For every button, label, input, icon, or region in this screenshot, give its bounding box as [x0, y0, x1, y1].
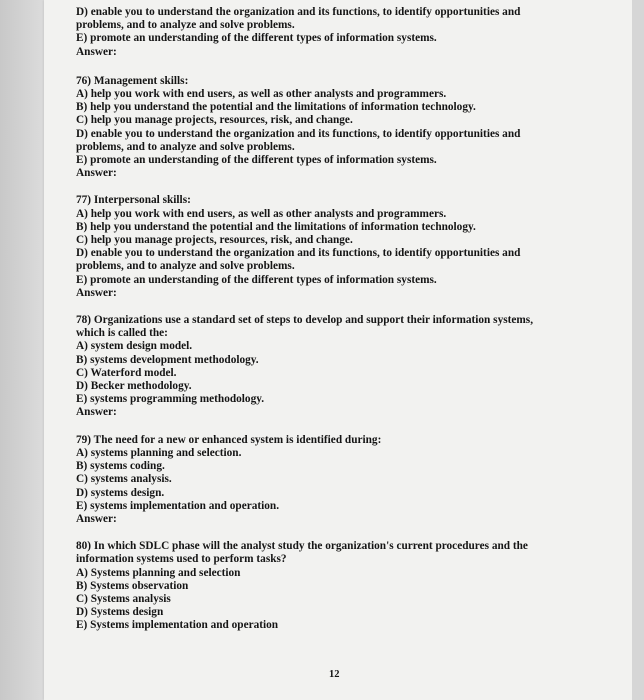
option-e: E) promote an understanding of the different types of information systems. — [76, 32, 437, 45]
option-a: A) Systems planning and selection — [76, 566, 241, 579]
question-76 — [76, 75, 576, 181]
option-e: E) promote an understanding of the different types of information systems. — [76, 154, 437, 167]
answer-label: Answer: — [76, 286, 117, 299]
page-number: 12 — [329, 669, 340, 680]
option-c: C) Waterford model. — [76, 366, 177, 379]
scan-right-margin — [632, 0, 644, 700]
question-80 — [76, 540, 576, 632]
option-d: D) enable you to understand the organization and its functions, to identify opportunities and — [76, 127, 521, 140]
option-a: A) system design model. — [76, 340, 193, 353]
option-b: B) systems coding. — [76, 460, 165, 473]
question-text: 78) Organizations use a standard set of steps to develop and support their information systems, — [76, 314, 534, 327]
option-d-cont: problems, and to analyze and solve problems. — [76, 19, 295, 32]
option-c: C) Systems analysis — [76, 592, 171, 605]
question-text: 79) The need for a new or enhanced system is identified during: — [76, 433, 382, 446]
page-content — [76, 6, 576, 647]
option-d-cont: problems, and to analyze and solve problems. — [76, 140, 295, 153]
option-d: D) enable you to understand the organization and its functions, to identify opportunities and — [76, 247, 521, 260]
option-d: D) systems design. — [76, 486, 165, 499]
answer-label: Answer: — [76, 45, 117, 58]
answer-label: Answer: — [76, 167, 117, 180]
option-b: B) help you understand the potential and the limitations of information technology. — [76, 101, 476, 114]
option-a: A) systems planning and selection. — [76, 446, 242, 459]
question-text: 77) Interpersonal skills: — [76, 194, 191, 207]
option-d: D) enable you to understand the organization and its functions, to identify opportunities and — [76, 6, 521, 18]
option-e: E) promote an understanding of the different types of information systems. — [76, 273, 437, 286]
option-b: B) systems development methodology. — [76, 353, 259, 366]
option-c: C) help you manage projects, resources, risk, and change. — [76, 234, 353, 247]
option-d: D) Systems design — [76, 606, 164, 619]
option-c: C) help you manage projects, resources, risk, and change. — [76, 114, 353, 127]
option-a: A) help you work with end users, as well as other analysts and programmers. — [76, 207, 447, 220]
question-text-cont: information systems used to perform tasks? — [76, 553, 287, 566]
answer-label: Answer: — [76, 512, 117, 525]
scan-left-margin — [0, 0, 44, 700]
option-e: E) systems implementation and operation. — [76, 499, 280, 512]
option-e: E) Systems implementation and operation — [76, 619, 279, 632]
continued-question — [76, 6, 576, 59]
option-d: D) Becker methodology. — [76, 380, 192, 393]
question-78 — [76, 314, 576, 420]
option-a: A) help you work with end users, as well as other analysts and programmers. — [76, 88, 447, 101]
option-b: B) Systems observation — [76, 579, 189, 592]
question-text: 80) In which SDLC phase will the analyst study the organization's current procedures and the — [76, 540, 528, 553]
option-c: C) systems analysis. — [76, 473, 172, 486]
question-text-cont: which is called the: — [76, 327, 168, 340]
option-e: E) systems programming methodology. — [76, 393, 265, 406]
question-77 — [76, 194, 576, 300]
question-79 — [76, 434, 576, 526]
option-d-cont: problems, and to analyze and solve problems. — [76, 260, 295, 273]
answer-label: Answer: — [76, 406, 117, 419]
option-b: B) help you understand the potential and the limitations of information technology. — [76, 220, 476, 233]
question-text: 76) Management skills: — [76, 74, 189, 87]
